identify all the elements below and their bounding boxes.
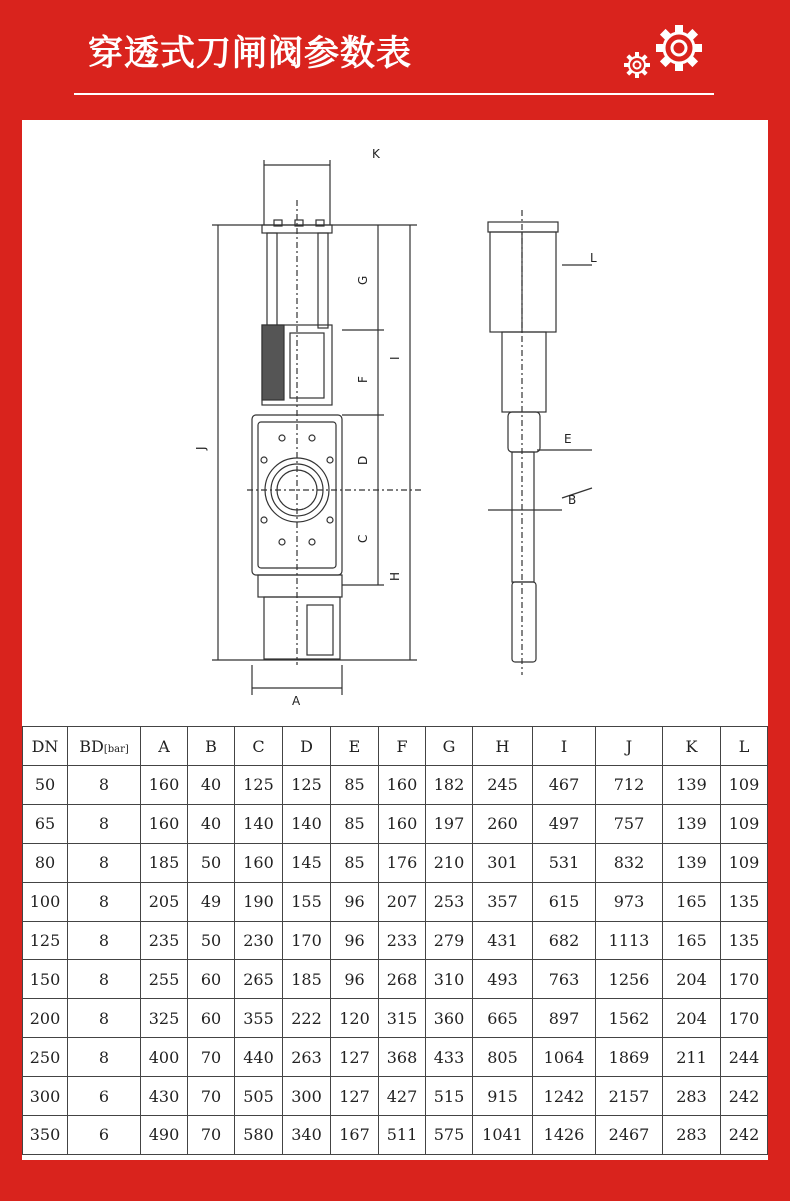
- table-cell: 185: [283, 960, 331, 999]
- table-cell: 263: [283, 1038, 331, 1077]
- table-cell: 125: [235, 766, 283, 805]
- table-cell: 145: [283, 843, 331, 882]
- table-cell: 2467: [596, 1116, 663, 1155]
- table-cell: 1869: [596, 1038, 663, 1077]
- table-cell: 973: [596, 882, 663, 921]
- table-cell: 139: [663, 766, 721, 805]
- table-cell: 515: [426, 1077, 473, 1116]
- table-cell: 8: [68, 843, 141, 882]
- table-cell: 205: [141, 882, 188, 921]
- table-cell: 265: [235, 960, 283, 999]
- table-cell: 85: [331, 766, 379, 805]
- table-cell: 250: [23, 1038, 68, 1077]
- table-cell: 109: [721, 843, 768, 882]
- page-title: 穿透式刀闸阀参数表: [88, 34, 413, 74]
- table-cell: 170: [721, 999, 768, 1038]
- table-cell: 160: [379, 766, 426, 805]
- table-cell: 1562: [596, 999, 663, 1038]
- table-cell: 511: [379, 1116, 426, 1155]
- table-cell: 440: [235, 1038, 283, 1077]
- table-cell: 260: [473, 804, 533, 843]
- table-cell: 140: [235, 804, 283, 843]
- table-cell: 1064: [533, 1038, 596, 1077]
- table-cell: 757: [596, 804, 663, 843]
- table-cell: 682: [533, 921, 596, 960]
- header-k: K: [663, 727, 721, 766]
- table-row: [23, 1038, 768, 1077]
- table-row: [23, 1116, 768, 1155]
- table-row: [23, 882, 768, 921]
- table-cell: 433: [426, 1038, 473, 1077]
- table-row: [23, 843, 768, 882]
- table-cell: 160: [141, 766, 188, 805]
- table-cell: 135: [721, 882, 768, 921]
- header-l: L: [721, 727, 768, 766]
- table-cell: 185: [141, 843, 188, 882]
- table-cell: 160: [141, 804, 188, 843]
- table-cell: 40: [188, 804, 235, 843]
- label-I: I: [388, 356, 402, 360]
- table-cell: 50: [23, 766, 68, 805]
- table-cell: 135: [721, 921, 768, 960]
- table-row: [23, 804, 768, 843]
- header-j: J: [596, 727, 663, 766]
- table-cell: 127: [331, 1077, 379, 1116]
- table-cell: 70: [188, 1116, 235, 1155]
- gear-icon-large: [653, 22, 705, 74]
- table-cell: 125: [283, 766, 331, 805]
- label-K: K: [372, 147, 380, 161]
- table-cell: 300: [283, 1077, 331, 1116]
- table-cell: 230: [235, 921, 283, 960]
- table-row: [23, 999, 768, 1038]
- table-cell: 85: [331, 843, 379, 882]
- table-cell: 8: [68, 882, 141, 921]
- content-panel: [22, 120, 768, 1160]
- table-cell: 165: [663, 882, 721, 921]
- table-cell: 301: [473, 843, 533, 882]
- table-cell: 360: [426, 999, 473, 1038]
- table-cell: 763: [533, 960, 596, 999]
- header-d: D: [283, 727, 331, 766]
- table-cell: 127: [331, 1038, 379, 1077]
- table-cell: 8: [68, 1038, 141, 1077]
- label-B: B: [568, 493, 577, 507]
- table-cell: 125: [23, 921, 68, 960]
- parameter-table: [22, 726, 768, 1155]
- table-cell: 325: [141, 999, 188, 1038]
- table-cell: 279: [426, 921, 473, 960]
- table-cell: 190: [235, 882, 283, 921]
- table-cell: 315: [379, 999, 426, 1038]
- table-cell: 222: [283, 999, 331, 1038]
- table-cell: 170: [283, 921, 331, 960]
- table-cell: 96: [331, 882, 379, 921]
- table-cell: 493: [473, 960, 533, 999]
- table-cell: 505: [235, 1077, 283, 1116]
- header-divider: [74, 93, 714, 95]
- header-f: F: [379, 727, 426, 766]
- table-cell: 915: [473, 1077, 533, 1116]
- table-cell: 109: [721, 804, 768, 843]
- label-A: A: [292, 694, 301, 708]
- table-cell: 2157: [596, 1077, 663, 1116]
- table-cell: 50: [188, 843, 235, 882]
- table-cell: 712: [596, 766, 663, 805]
- label-G: G: [356, 275, 370, 285]
- table-cell: 244: [721, 1038, 768, 1077]
- table-cell: 490: [141, 1116, 188, 1155]
- table-cell: 430: [141, 1077, 188, 1116]
- table-cell: 1041: [473, 1116, 533, 1155]
- label-J: J: [194, 446, 208, 450]
- table-cell: 140: [283, 804, 331, 843]
- table-cell: 210: [426, 843, 473, 882]
- header-g: G: [426, 727, 473, 766]
- table-cell: 8: [68, 999, 141, 1038]
- table-cell: 207: [379, 882, 426, 921]
- table-cell: 400: [141, 1038, 188, 1077]
- table-cell: 182: [426, 766, 473, 805]
- table-cell: 580: [235, 1116, 283, 1155]
- table-cell: 6: [68, 1077, 141, 1116]
- table-cell: 139: [663, 804, 721, 843]
- table-cell: 235: [141, 921, 188, 960]
- table-cell: 242: [721, 1077, 768, 1116]
- table-cell: 805: [473, 1038, 533, 1077]
- header-h: H: [473, 727, 533, 766]
- header-c: C: [235, 727, 283, 766]
- table-cell: 197: [426, 804, 473, 843]
- header-e: E: [331, 727, 379, 766]
- gear-icon-small: [622, 50, 652, 80]
- table-cell: 120: [331, 999, 379, 1038]
- table-cell: 160: [379, 804, 426, 843]
- label-C: C: [356, 534, 370, 543]
- table-cell: 8: [68, 804, 141, 843]
- label-L: L: [590, 251, 597, 265]
- label-E: E: [564, 432, 572, 446]
- table-cell: 109: [721, 766, 768, 805]
- table-cell: 268: [379, 960, 426, 999]
- table-cell: 70: [188, 1038, 235, 1077]
- table-cell: 355: [235, 999, 283, 1038]
- table-cell: 60: [188, 999, 235, 1038]
- table-cell: 85: [331, 804, 379, 843]
- table-cell: 70: [188, 1077, 235, 1116]
- table-cell: 167: [331, 1116, 379, 1155]
- table-cell: 1256: [596, 960, 663, 999]
- label-F: F: [356, 376, 370, 383]
- table-cell: 176: [379, 843, 426, 882]
- table-cell: 357: [473, 882, 533, 921]
- table-cell: 6: [68, 1116, 141, 1155]
- table-cell: 40: [188, 766, 235, 805]
- header-b: B: [188, 727, 235, 766]
- bottom-strip: [0, 1160, 790, 1201]
- table-cell: 497: [533, 804, 596, 843]
- table-cell: 200: [23, 999, 68, 1038]
- table-cell: 8: [68, 960, 141, 999]
- table-cell: 368: [379, 1038, 426, 1077]
- table-cell: 255: [141, 960, 188, 999]
- table-cell: 211: [663, 1038, 721, 1077]
- table-cell: 49: [188, 882, 235, 921]
- table-row: [23, 766, 768, 805]
- table-cell: 283: [663, 1077, 721, 1116]
- table-cell: 310: [426, 960, 473, 999]
- table-row: [23, 1077, 768, 1116]
- label-D: D: [356, 455, 370, 465]
- table-cell: 204: [663, 999, 721, 1038]
- table-cell: 100: [23, 882, 68, 921]
- table-cell: 340: [283, 1116, 331, 1155]
- table-cell: 65: [23, 804, 68, 843]
- table-header-row: [23, 727, 768, 766]
- table-cell: 165: [663, 921, 721, 960]
- table-cell: 1426: [533, 1116, 596, 1155]
- table-cell: 50: [188, 921, 235, 960]
- table-cell: 155: [283, 882, 331, 921]
- table-cell: 253: [426, 882, 473, 921]
- table-cell: 832: [596, 843, 663, 882]
- table-cell: 283: [663, 1116, 721, 1155]
- table-cell: 8: [68, 766, 141, 805]
- header-a: A: [141, 727, 188, 766]
- table-cell: 204: [663, 960, 721, 999]
- table-row: [23, 921, 768, 960]
- table-cell: 665: [473, 999, 533, 1038]
- table-cell: 897: [533, 999, 596, 1038]
- table-row: [23, 960, 768, 999]
- table-cell: 350: [23, 1116, 68, 1155]
- table-cell: 575: [426, 1116, 473, 1155]
- table-cell: 300: [23, 1077, 68, 1116]
- table-cell: 467: [533, 766, 596, 805]
- table-cell: 80: [23, 843, 68, 882]
- label-H: H: [388, 571, 402, 581]
- valve-technical-drawing: [22, 120, 768, 725]
- table-cell: 427: [379, 1077, 426, 1116]
- table-cell: 8: [68, 921, 141, 960]
- table-cell: 1113: [596, 921, 663, 960]
- table-cell: 615: [533, 882, 596, 921]
- table-cell: 139: [663, 843, 721, 882]
- table-cell: 1242: [533, 1077, 596, 1116]
- table-cell: 531: [533, 843, 596, 882]
- table-cell: 96: [331, 960, 379, 999]
- table-cell: 245: [473, 766, 533, 805]
- header-i: I: [533, 727, 596, 766]
- table-cell: 96: [331, 921, 379, 960]
- table-cell: 160: [235, 843, 283, 882]
- table-cell: 233: [379, 921, 426, 960]
- table-cell: 242: [721, 1116, 768, 1155]
- header-dn: DN: [23, 727, 68, 766]
- table-cell: 431: [473, 921, 533, 960]
- table-cell: 170: [721, 960, 768, 999]
- table-cell: 150: [23, 960, 68, 999]
- table-cell: 60: [188, 960, 235, 999]
- header-bd: BD[bar]: [68, 727, 141, 766]
